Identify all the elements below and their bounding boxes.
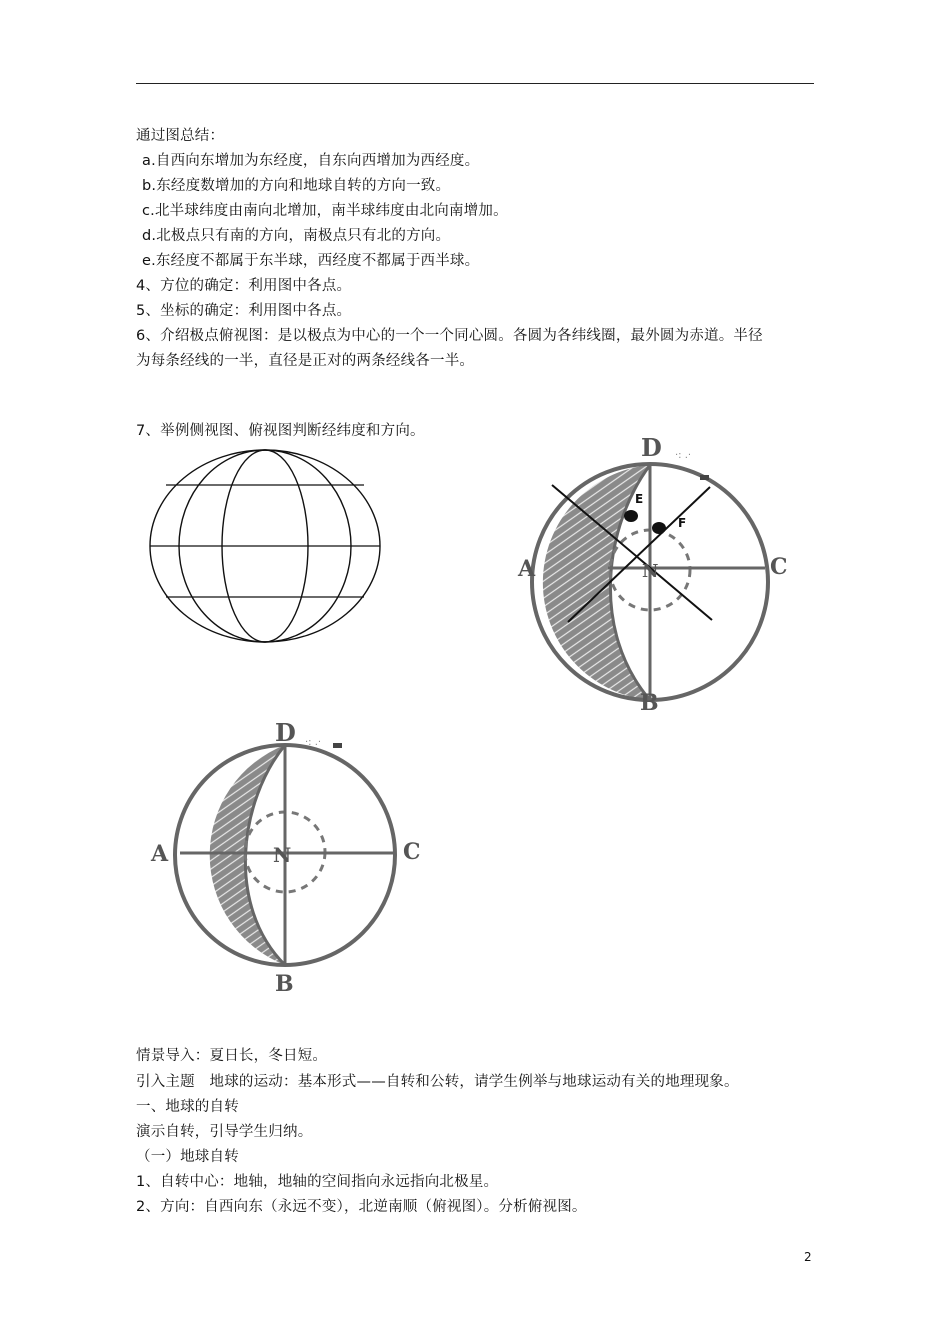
label-b: B (640, 690, 659, 716)
subsection-1-heading: （一）地球自转 (136, 1149, 239, 1165)
point-6-line-1: 6、介绍极点俯视图：是以极点为中心的一个一个同心圆。各圆为各纬线圈，最外圆为赤道。半径 (136, 328, 763, 344)
svg-text:·: .·: ·: .· (305, 737, 322, 748)
summary-item-a: a.自西向东增加为东经度，自东向西增加为西经度。 (142, 153, 480, 169)
point-5: 5、坐标的确定：利用图中各点。 (136, 303, 352, 319)
point-f-label: F (678, 516, 687, 530)
item-1: 1、自转中心：地轴，地轴的空间指向永远指向北极星。 (136, 1174, 499, 1190)
summary-item-c: c.北半球纬度由南向北增加，南半球纬度由北向南增加。 (142, 203, 508, 219)
lesson-demo: 演示自转，引导学生归纳。 (136, 1124, 313, 1140)
summary-item-e: e.东经度不都属于东半球，西经度不都属于西半球。 (142, 253, 480, 269)
polar-view-figure-1 (510, 430, 820, 720)
section-1-heading: 一、地球的自转 (136, 1099, 239, 1115)
point-4: 4、方位的确定：利用图中各点。 (136, 278, 352, 294)
label-n: N (642, 561, 659, 582)
label-d: D (275, 718, 296, 747)
lesson-topic: 引入主题 地球的运动：基本形式——自转和公转，请学生例举与地球运动有关的地理现象。 (136, 1074, 739, 1090)
label-n: N (273, 843, 292, 867)
lesson-intro: 情景导入：夏日长，冬日短。 (136, 1048, 328, 1064)
item-2: 2、方向：自西向东（永远不变），北逆南顺（俯视图）。分析俯视图。 (136, 1199, 587, 1215)
side-view-globe (140, 440, 390, 650)
point-6-line-2: 为每条经线的一半，直径是正对的两条经线各一半。 (136, 353, 475, 369)
header-rule (136, 83, 814, 84)
summary-heading: 通过图总结： (136, 128, 225, 144)
polar-view-figure-2 (145, 715, 455, 1005)
label-d: D (641, 433, 662, 462)
page-number: 2 (804, 1250, 812, 1264)
label-c: C (770, 554, 788, 580)
summary-item-d: d.北极点只有南的方向，南极点只有北的方向。 (142, 228, 451, 244)
svg-text:·: .·: ·: .· (675, 450, 692, 461)
point-e-label: E (635, 492, 644, 506)
label-a: A (518, 556, 536, 582)
point-7: 7、举例侧视图、俯视图判断经纬度和方向。 (136, 423, 425, 439)
label-c: C (403, 839, 421, 865)
label-a: A (151, 841, 169, 867)
summary-item-b: b.东经度数增加的方向和地球自转的方向一致。 (142, 178, 451, 194)
label-b: B (275, 971, 294, 997)
